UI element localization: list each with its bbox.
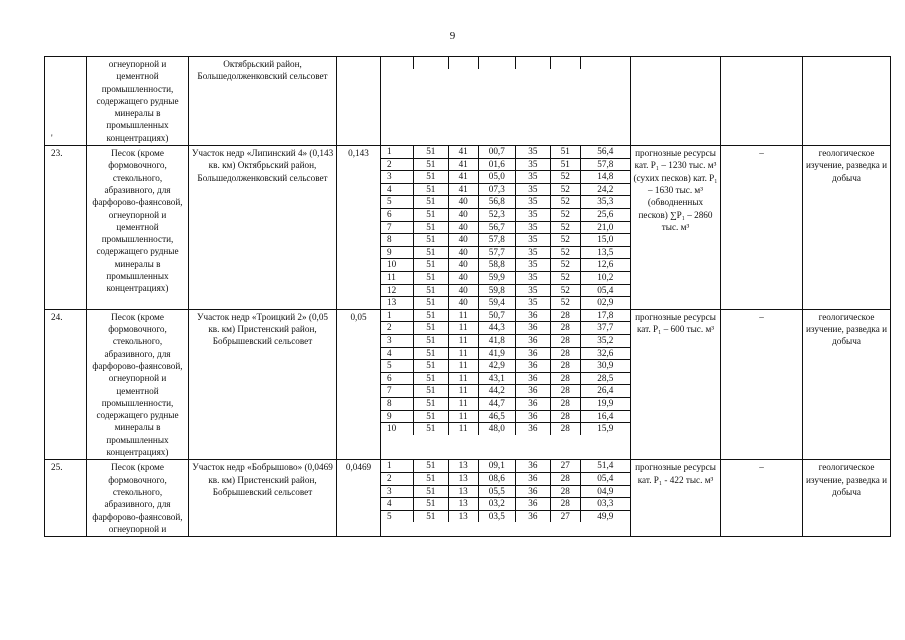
point-number: 8	[381, 234, 413, 247]
purpose	[803, 57, 891, 146]
lat-degrees: 51	[413, 472, 448, 485]
lat-minutes: 13	[448, 485, 478, 498]
lon-seconds: 24,2	[580, 183, 630, 196]
lat-seconds: 09,1	[478, 460, 515, 472]
coordinate-row	[381, 146, 630, 158]
lon-degrees: 35	[515, 284, 550, 297]
lon-degrees: 36	[515, 498, 550, 511]
lat-seconds: 42,9	[478, 360, 515, 373]
point-number: 2	[381, 158, 413, 171]
coordinate-row	[381, 272, 630, 285]
site-location: Участок недр «Липинский 4» (0,143 кв. км) Октябрьский район, Большедолженковский сельсовет	[189, 146, 337, 310]
lon-degrees: 35	[515, 183, 550, 196]
coordinates-cell	[381, 146, 631, 310]
lon-degrees: 35	[515, 209, 550, 222]
lon-minutes: 28	[550, 310, 580, 322]
lat-seconds: 56,8	[478, 196, 515, 209]
lat-degrees: 51	[413, 221, 448, 234]
lon-minutes: 28	[550, 397, 580, 410]
purpose: геологическое изучение, разведка и добыча	[803, 146, 891, 310]
table-row	[45, 309, 891, 460]
lat-minutes: 40	[448, 272, 478, 285]
lon-degrees: 35	[515, 272, 550, 285]
lat-seconds: 59,8	[478, 284, 515, 297]
lon-seconds: 35,2	[580, 334, 630, 347]
lon-degrees: 36	[515, 385, 550, 398]
lat-degrees: 51	[413, 246, 448, 259]
lon-degrees: 35	[515, 246, 550, 259]
lon-minutes: 52	[550, 196, 580, 209]
point-number: 4	[381, 498, 413, 511]
resources	[631, 57, 721, 146]
coordinate-row	[381, 183, 630, 196]
lat-seconds: 41,9	[478, 347, 515, 360]
lon-seconds: 13,5	[580, 246, 630, 259]
lon-minutes: 28	[550, 498, 580, 511]
lon-seconds: 21,0	[580, 221, 630, 234]
lon-seconds: 26,4	[580, 385, 630, 398]
point-number: 1	[381, 146, 413, 158]
lon-degrees: 36	[515, 347, 550, 360]
lat-degrees: 51	[413, 310, 448, 322]
site-area: 0,0469	[337, 460, 381, 537]
lat-seconds: 57,8	[478, 234, 515, 247]
point-number: 3	[381, 171, 413, 184]
lat-seconds: 56,7	[478, 221, 515, 234]
lon-degrees: 36	[515, 472, 550, 485]
lon-seconds: 37,7	[580, 322, 630, 335]
lon-minutes: 28	[550, 334, 580, 347]
lat-degrees: 51	[413, 510, 448, 522]
point-number: 2	[381, 322, 413, 335]
lat-degrees: 51	[413, 196, 448, 209]
point-number: 5	[381, 360, 413, 373]
coordinates-table	[381, 310, 630, 435]
coordinates-cell	[381, 460, 631, 537]
coordinate-row	[381, 423, 630, 435]
point-number: 9	[381, 246, 413, 259]
lat-seconds: 05,5	[478, 485, 515, 498]
lat-minutes: 11	[448, 310, 478, 322]
lat-minutes: 41	[448, 146, 478, 158]
lat-seconds: 50,7	[478, 310, 515, 322]
lat-minutes: 11	[448, 360, 478, 373]
lon-minutes: 52	[550, 183, 580, 196]
coordinates-table	[381, 460, 630, 522]
lat-degrees: 51	[413, 460, 448, 472]
coordinate-row	[381, 196, 630, 209]
resources: прогнозные ресурсы кат. P₁ – 600 тыс. м³	[631, 309, 721, 460]
lon-seconds: 02,9	[597, 297, 614, 308]
lon-seconds: 28,5	[580, 372, 630, 385]
purpose: геологическое изучение, разведка и добыча	[803, 309, 891, 460]
lon-minutes: 52	[550, 234, 580, 247]
coordinate-row	[381, 158, 630, 171]
lon-seconds: 04,9	[580, 485, 630, 498]
lon-seconds: 35,3	[580, 196, 630, 209]
resources: прогнозные ресурсы кат. P₁ – 1230 тыс. м³ (сухих песков) кат. P₁ – 1630 тыс. м³ (обводненных песков) ∑P₁ – 2860 тыс. м³	[631, 146, 721, 310]
lon-degrees: 35	[515, 158, 550, 171]
coordinate-row	[381, 385, 630, 398]
resources: прогнозные ресурсы кат. P₁ - 422 тыс. м³	[631, 460, 721, 537]
lat-seconds: 52,3	[478, 209, 515, 222]
point-number: 3	[381, 485, 413, 498]
lat-degrees: 51	[413, 372, 448, 385]
lat-minutes: 13	[448, 472, 478, 485]
lat-degrees: 51	[413, 385, 448, 398]
lon-seconds: 10,2	[580, 272, 630, 285]
point-number: 5	[381, 510, 413, 522]
point-number: 6	[381, 209, 413, 222]
lat-minutes: 13	[448, 510, 478, 522]
lat-seconds: 05,0	[478, 171, 515, 184]
coordinate-row	[381, 334, 630, 347]
lon-seconds: 12,6	[580, 259, 630, 272]
lat-seconds: 41,8	[478, 334, 515, 347]
lat-degrees: 51	[413, 146, 448, 158]
lat-degrees: 51	[413, 397, 448, 410]
lat-minutes: 13	[448, 498, 478, 511]
lon-degrees: 36	[515, 372, 550, 385]
lat-minutes: 40	[448, 196, 478, 209]
lat-degrees: 51	[413, 209, 448, 222]
lon-minutes: 52	[550, 259, 580, 272]
lat-degrees: 51	[413, 234, 448, 247]
coordinate-row	[381, 57, 630, 69]
coordinate-row	[381, 297, 630, 309]
lon-seconds: 51,4	[580, 460, 630, 472]
lat-minutes: 11	[448, 334, 478, 347]
lon-minutes: 52	[550, 246, 580, 259]
lon-degrees: 35	[515, 196, 550, 209]
lat-minutes: 40	[448, 259, 478, 272]
point-number: 8	[381, 397, 413, 410]
lat-minutes: 11	[448, 423, 478, 435]
table-row	[45, 146, 891, 310]
lon-minutes: 52	[550, 171, 580, 184]
lon-degrees: 35	[515, 297, 550, 309]
lon-seconds: 30,9	[580, 360, 630, 373]
lon-seconds: 32,6	[580, 347, 630, 360]
purpose: геологическое изучение, разведка и добыча	[803, 460, 891, 537]
lon-degrees: 36	[515, 334, 550, 347]
lat-seconds: 58,8	[478, 259, 515, 272]
lat-degrees: 51	[413, 423, 448, 435]
lon-minutes: 28	[550, 410, 580, 423]
lon-seconds: 05,4	[580, 472, 630, 485]
lat-degrees: 51	[413, 410, 448, 423]
row-number: 25.	[45, 460, 87, 537]
point-number: 6	[381, 372, 413, 385]
lon-degrees: 36	[515, 485, 550, 498]
lon-seconds: 14,8	[580, 171, 630, 184]
coordinate-row	[381, 310, 630, 322]
lat-seconds: 59,4	[478, 297, 515, 309]
site-location: Участок недр «Троицкий 2» (0,05 кв. км) Пристенский район, Бобрышевский сельсовет	[189, 309, 337, 460]
point-number: 2	[381, 472, 413, 485]
coordinate-row	[381, 209, 630, 222]
coordinate-row	[381, 322, 630, 335]
point-number: 5	[381, 196, 413, 209]
lat-seconds: 48,0	[478, 423, 515, 435]
lat-degrees: 51	[413, 297, 448, 309]
lon-seconds: 17,8	[580, 310, 630, 322]
coordinate-row	[381, 498, 630, 511]
lon-degrees: 35	[515, 171, 550, 184]
table-row	[45, 460, 891, 537]
coordinate-row	[381, 397, 630, 410]
point-number: 7	[381, 385, 413, 398]
page-number: 9	[449, 30, 456, 42]
lat-degrees: 51	[413, 347, 448, 360]
lat-minutes: 41	[448, 158, 478, 171]
reserves: –	[721, 309, 803, 460]
coordinate-row	[381, 259, 630, 272]
lat-minutes: 40	[448, 246, 478, 259]
row-number: 24.	[45, 309, 87, 460]
coordinate-row	[381, 472, 630, 485]
lat-seconds: 00,7	[478, 146, 515, 158]
lon-degrees: 36	[515, 410, 550, 423]
lon-degrees: 35	[515, 234, 550, 247]
lon-minutes: 52	[550, 221, 580, 234]
lon-minutes: 27	[550, 460, 580, 472]
coordinates-table	[381, 57, 630, 69]
lat-degrees: 51	[413, 485, 448, 498]
lon-minutes: 28	[550, 423, 580, 435]
lon-minutes: 52	[550, 284, 580, 297]
lon-seconds: 19,9	[580, 397, 630, 410]
coordinate-row	[381, 485, 630, 498]
coordinate-row	[381, 510, 630, 522]
lon-seconds: 25,6	[580, 209, 630, 222]
lon-degrees: 36	[515, 310, 550, 322]
coordinates-cell	[381, 309, 631, 460]
lat-minutes: 40	[448, 297, 478, 309]
lat-degrees: 51	[413, 322, 448, 335]
coordinates-table	[381, 146, 630, 309]
lat-degrees: 51	[413, 284, 448, 297]
lat-degrees: 51	[413, 498, 448, 511]
lat-degrees: 51	[413, 158, 448, 171]
lon-degrees: 36	[515, 460, 550, 472]
lat-seconds: 03,2	[478, 498, 515, 511]
lon-seconds: 15,9	[597, 423, 614, 434]
lat-seconds: 57,7	[478, 246, 515, 259]
lat-minutes: 41	[448, 171, 478, 184]
lat-degrees: 51	[413, 259, 448, 272]
point-number: 10	[381, 259, 413, 272]
lat-minutes: 40	[448, 221, 478, 234]
row-number: 23.	[45, 146, 87, 310]
lon-degrees: 36	[515, 322, 550, 335]
coordinate-row	[381, 246, 630, 259]
point-number: 1	[381, 310, 413, 322]
point-number: 4	[381, 347, 413, 360]
lon-minutes: 28	[550, 360, 580, 373]
lat-degrees: 51	[413, 334, 448, 347]
site-area: 0,143	[337, 146, 381, 310]
lon-minutes: 52	[550, 272, 580, 285]
lat-seconds: 44,3	[478, 322, 515, 335]
continuation-row	[45, 57, 891, 146]
lat-minutes: 11	[448, 322, 478, 335]
lat-seconds: 46,5	[478, 410, 515, 423]
lon-seconds: 15,0	[580, 234, 630, 247]
point-number: 1	[381, 460, 413, 472]
subsoil-table	[44, 56, 891, 537]
lat-minutes: 11	[448, 347, 478, 360]
point-number: 13	[381, 297, 413, 309]
point-number: 9	[381, 410, 413, 423]
coordinate-row	[381, 171, 630, 184]
point-number: 4	[381, 183, 413, 196]
lat-minutes: 11	[448, 410, 478, 423]
lon-minutes: 51	[550, 158, 580, 171]
lon-degrees: 36	[515, 360, 550, 373]
lon-minutes: 28	[550, 372, 580, 385]
lon-degrees: 35	[515, 259, 550, 272]
lat-minutes: 11	[448, 385, 478, 398]
lat-degrees: 51	[413, 183, 448, 196]
reserves	[721, 57, 803, 146]
lon-seconds: 56,4	[580, 146, 630, 158]
site-area: 0,05	[337, 309, 381, 460]
lon-minutes: 51	[550, 146, 580, 158]
lat-minutes: 41	[448, 183, 478, 196]
point-number: 11	[381, 272, 413, 285]
mineral-name: Песок (кроме формовочного, стекольного, абразивного, для фарфорово-фаянсовой, огнеупорной и цементной промышленности, содержащего рудные минералы в промышленных концентрациях)	[87, 146, 189, 310]
coordinate-row	[381, 347, 630, 360]
lon-seconds: 16,4	[580, 410, 630, 423]
lat-degrees: 51	[413, 171, 448, 184]
lat-minutes: 11	[448, 397, 478, 410]
mineral-name: огнеупорной и цементной промышленности, содержащего рудные минералы в промышленных концентрациях)	[87, 57, 189, 146]
coordinate-row	[381, 372, 630, 385]
point-number: 10	[381, 423, 413, 435]
coordinate-row	[381, 460, 630, 472]
lon-minutes: 52	[550, 209, 580, 222]
point-number: 7	[381, 221, 413, 234]
lon-minutes: 52	[550, 297, 580, 309]
lon-seconds: 57,8	[580, 158, 630, 171]
lat-seconds: 08,6	[478, 472, 515, 485]
lat-degrees: 51	[413, 272, 448, 285]
lon-minutes: 27	[550, 510, 580, 522]
lon-minutes: 28	[550, 472, 580, 485]
lon-degrees: 35	[515, 221, 550, 234]
lon-degrees: 36	[515, 397, 550, 410]
lat-seconds: 44,7	[478, 397, 515, 410]
coordinates-cell	[381, 57, 631, 146]
lat-seconds: 03,5	[478, 510, 515, 522]
point-number: 3	[381, 334, 413, 347]
coordinate-row	[381, 284, 630, 297]
lon-minutes: 28	[550, 322, 580, 335]
lon-minutes: 28	[550, 347, 580, 360]
lat-seconds: 07,3	[478, 183, 515, 196]
site-location: Участок недр «Бобрышово» (0,0469 кв. км) Пристенский район, Бобрышевский сельсовет	[189, 460, 337, 537]
lat-minutes: 11	[448, 372, 478, 385]
reserves: –	[721, 146, 803, 310]
lat-minutes: 40	[448, 234, 478, 247]
lon-seconds: 49,9	[597, 510, 614, 521]
lat-seconds: 59,9	[478, 272, 515, 285]
site-location: Октябрьский район, Большедолженковский сельсовет	[189, 57, 337, 146]
lat-seconds: 44,2	[478, 385, 515, 398]
row-number: '	[45, 57, 87, 146]
lon-degrees: 36	[515, 510, 550, 522]
lon-seconds: 03,3	[580, 498, 630, 511]
lat-minutes: 40	[448, 209, 478, 222]
lat-minutes: 40	[448, 284, 478, 297]
coordinate-row	[381, 360, 630, 373]
lon-minutes: 28	[550, 385, 580, 398]
lon-seconds: 05,4	[580, 284, 630, 297]
mineral-name: Песок (кроме формовочного, стекольного, абразивного, для фарфорово-фаянсовой, огнеупорной и цементной промышленности, содержащего рудные минералы в промышленных концентрациях)	[87, 309, 189, 460]
reserves: –	[721, 460, 803, 537]
coordinate-row	[381, 234, 630, 247]
lon-degrees: 36	[515, 423, 550, 435]
point-number: 12	[381, 284, 413, 297]
coordinate-row	[381, 410, 630, 423]
lon-degrees: 35	[515, 146, 550, 158]
lat-seconds: 01,6	[478, 158, 515, 171]
mineral-name: Песок (кроме формовочного, стекольного, абразивного, для фарфорово-фаянсовой, огнеупорной и	[87, 460, 189, 537]
lon-minutes: 28	[550, 485, 580, 498]
site-area	[337, 57, 381, 146]
lat-minutes: 13	[448, 460, 478, 472]
lat-degrees: 51	[413, 360, 448, 373]
lat-seconds: 43,1	[478, 372, 515, 385]
coordinate-row	[381, 221, 630, 234]
